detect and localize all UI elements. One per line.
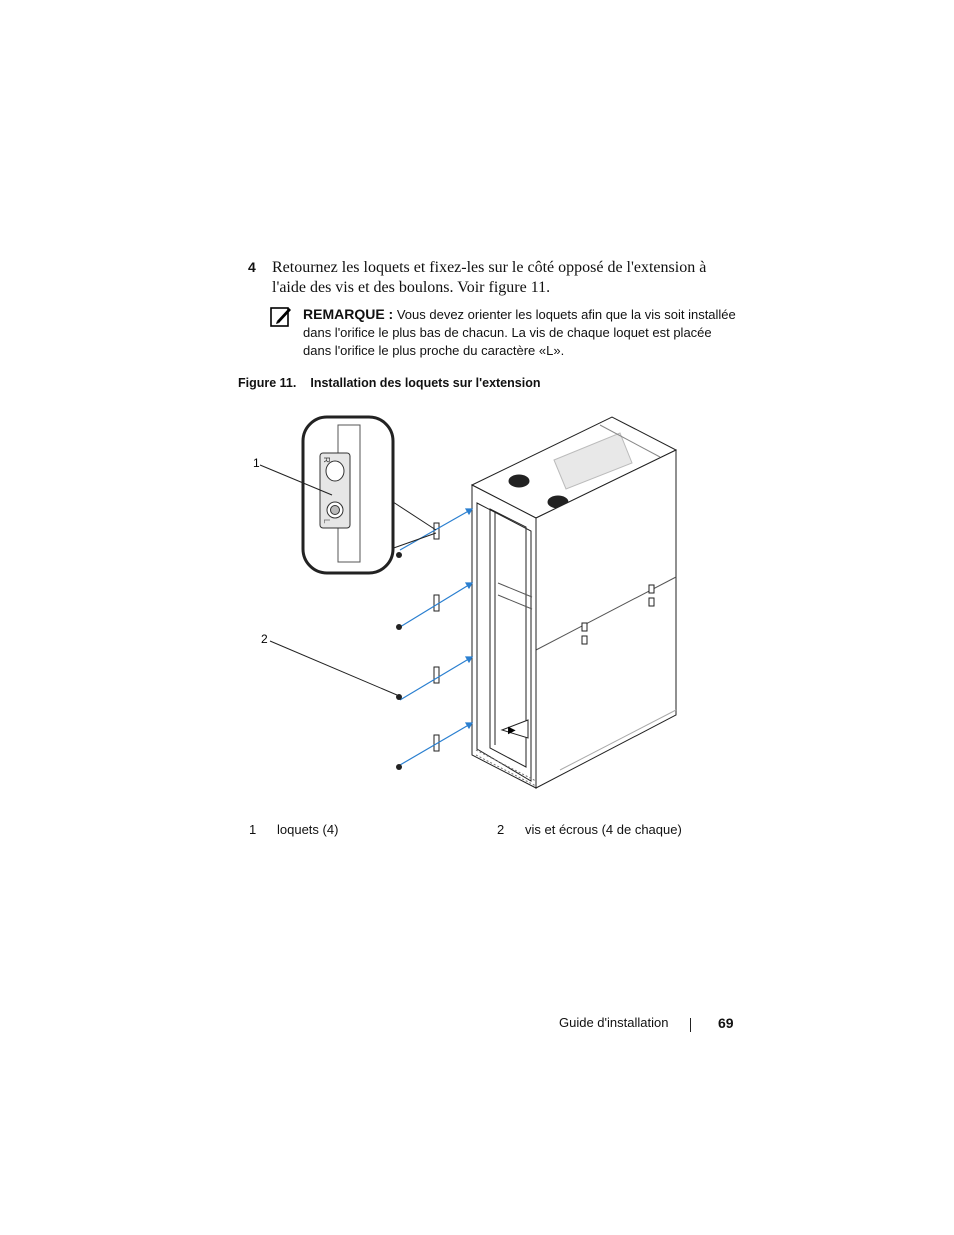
note-text: Vous devez orienter les loquets afin que la vis soit installée dans l'orifice le plus bas de chacun. La vis de chaque loquet est placée dans l'orifice le plus proche du caractère «L».	[303, 307, 736, 358]
installation-arrows	[400, 509, 472, 765]
note-pencil-icon	[270, 305, 292, 327]
callout-2-leader	[270, 641, 397, 695]
svg-text:▶: ▶	[508, 725, 516, 736]
note-label: REMARQUE :	[303, 306, 394, 322]
cable-hole-left	[509, 475, 529, 487]
step-number: 4	[248, 259, 256, 275]
legend-text: loquets (4)	[277, 822, 339, 837]
latch-detail-inset	[303, 417, 436, 573]
latch-letter-l: L	[322, 519, 331, 524]
latch-letter-r: R	[322, 457, 331, 463]
legend-item-1	[249, 822, 338, 837]
screws	[396, 552, 402, 770]
figure-label: Figure 11.	[238, 376, 297, 390]
legend-text: vis et écrous (4 de chaque)	[525, 822, 682, 837]
callout-1: 1	[253, 456, 260, 470]
rack-latch-illustration	[240, 405, 700, 805]
legend-num: 1	[249, 822, 257, 837]
page-number: 69	[718, 1015, 734, 1031]
note-block	[303, 305, 743, 360]
legend-item-2	[497, 822, 682, 837]
callout-2: 2	[261, 632, 268, 646]
latch-mounted	[434, 523, 439, 751]
figure-title: Installation des loquets sur l'extension	[310, 376, 541, 390]
footer-title: Guide d'installation	[559, 1015, 669, 1030]
legend-num: 2	[497, 822, 505, 837]
step-text: Retournez les loquets et fixez-les sur le côté opposé de l'extension à l'aide des vis et des boulons. Voir figure 11.	[272, 259, 707, 296]
footer-separator	[690, 1018, 691, 1032]
figure-caption	[238, 376, 540, 390]
